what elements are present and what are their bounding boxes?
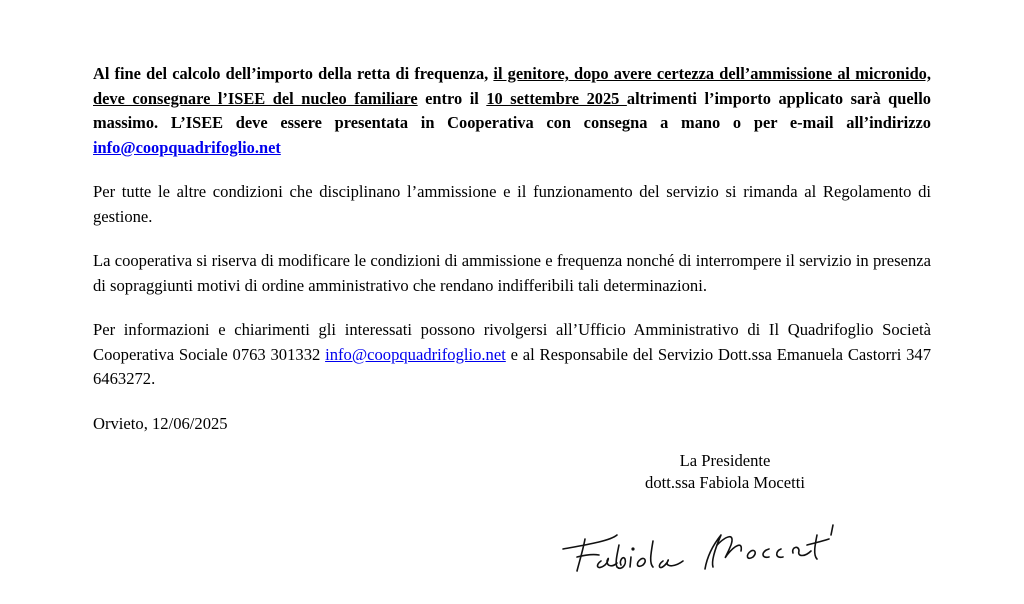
signatory-role: La Presidente <box>679 451 771 470</box>
regulation-paragraph: Per tutte le altre condizioni che disciplinano l’ammissione e il funzionamento del servizio si rimanda al Regolamento di gestione. <box>93 182 931 226</box>
place-and-date: Orvieto, 12/06/2025 <box>93 413 228 433</box>
signature-block <box>600 450 850 494</box>
handwritten-signature <box>555 505 855 585</box>
isee-notice-underlined-requirement: il genitore, dopo avere certezza dell’ammissione al micronido, deve consegnare l’ISEE del nucleo familiare <box>93 64 931 108</box>
cooperative-reservation-paragraph: La cooperativa si riserva di modificare le condizioni di ammissione e frequenza nonché di interrompere il servizio in presenza di sopraggiunti motivi di ordine amministrativo che rendano indifferibili tali determinazioni. <box>93 251 931 295</box>
signatory-name: dott.ssa Fabiola Mocetti <box>645 473 805 492</box>
isee-notice-deadline-prefix: entro il <box>417 88 487 108</box>
document-body <box>93 62 931 436</box>
isee-notice-intro: Al fine del calcolo dell’importo della retta di frequenza, <box>93 64 494 83</box>
email-link-isee[interactable]: info@coopquadrifoglio.net <box>93 137 281 157</box>
isee-notice-deadline-date: 10 settembre 2025 <box>486 88 627 108</box>
contact-info-intro: Per informazioni e chiarimenti gli interessati possono rivolgersi all’Ufficio Amministrativo di Il Quadrifoglio Società Cooperativa Sociale 0763 301332 <box>93 320 931 364</box>
isee-notice-consequence: altrimenti l’importo applicato sarà quello massimo. L’ISEE deve essere presentata in Cooperativa con consegna a mano o per e-mail all’indirizzo <box>93 88 931 132</box>
contact-info-paragraph <box>93 318 931 392</box>
email-link-contact[interactable]: info@coopquadrifoglio.net <box>325 344 506 364</box>
isee-notice-paragraph <box>93 62 931 160</box>
contact-info-responsible: e al Responsabile del Servizio Dott.ssa Emanuela Castorri 347 6463272. <box>93 344 931 388</box>
